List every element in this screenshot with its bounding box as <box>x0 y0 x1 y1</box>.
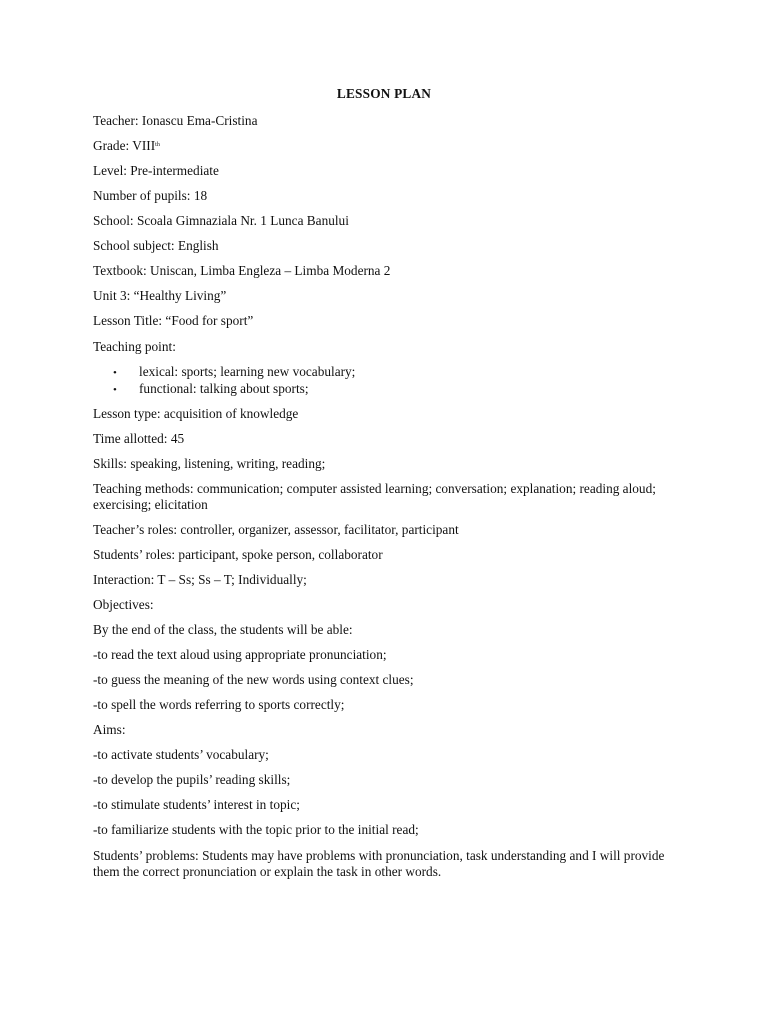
objective-item: -to guess the meaning of the new words using context clues; <box>93 672 414 687</box>
skills-line: Skills: speaking, listening, writing, reading; <box>93 456 326 471</box>
bullet-item <box>113 381 309 398</box>
grade-text: Grade: VIII <box>93 138 156 153</box>
lesson-title-line: Lesson Title: “Food for sport” <box>93 313 254 328</box>
aim-item: -to familiarize students with the topic prior to the initial read; <box>93 822 419 837</box>
interaction-line: Interaction: T – Ss; Ss – T; Individually; <box>93 572 307 587</box>
aim-item: -to stimulate students’ interest in topic; <box>93 797 300 812</box>
methods-paragraph: Teaching methods: communication; computer assisted learning; conversation; explanation; reading aloud; exercising; elicitation <box>93 481 656 512</box>
grade-line <box>93 138 160 154</box>
bullet-icon: • <box>113 384 117 396</box>
level-line: Level: Pre-intermediate <box>93 163 219 178</box>
aim-item: -to activate students’ vocabulary; <box>93 747 269 762</box>
student-roles-line: Students’ roles: participant, spoke person, collaborator <box>93 547 383 562</box>
textbook-line: Textbook: Uniscan, Limba Engleza – Limba Moderna 2 <box>93 263 391 278</box>
document-title: LESSON PLAN <box>336 86 432 101</box>
teaching-point-label: Teaching point: <box>93 339 176 354</box>
subject-line: School subject: English <box>93 238 219 253</box>
time-line: Time allotted: 45 <box>93 431 185 446</box>
bullet-text: lexical: sports; learning new vocabulary; <box>139 364 356 379</box>
school-line: School: Scoala Gimnaziala Nr. 1 Lunca Banului <box>93 213 349 228</box>
grade-suffix: th <box>155 142 160 148</box>
pupils-line: Number of pupils: 18 <box>93 188 208 203</box>
bullet-icon: • <box>113 367 117 379</box>
aim-item: -to develop the pupils’ reading skills; <box>93 772 291 787</box>
objective-item: -to spell the words referring to sports correctly; <box>93 697 345 712</box>
objectives-label: Objectives: <box>93 597 154 612</box>
bullet-text: functional: talking about sports; <box>139 381 309 396</box>
objectives-intro: By the end of the class, the students will be able: <box>93 622 353 637</box>
problems-paragraph: Students’ problems: Students may have problems with pronunciation, task understanding and I will provide them the correct pronunciation or explain the task in other words. <box>93 848 665 879</box>
objective-item: -to read the text aloud using appropriate pronunciation; <box>93 647 387 662</box>
lesson-type-line: Lesson type: acquisition of knowledge <box>93 406 299 421</box>
teacher-line: Teacher: Ionascu Ema-Cristina <box>93 113 258 128</box>
unit-line: Unit 3: “Healthy Living” <box>93 288 227 303</box>
aims-label: Aims: <box>93 722 126 737</box>
teacher-roles-line: Teacher’s roles: controller, organizer, assessor, facilitator, participant <box>93 522 459 537</box>
bullet-item <box>113 364 355 381</box>
